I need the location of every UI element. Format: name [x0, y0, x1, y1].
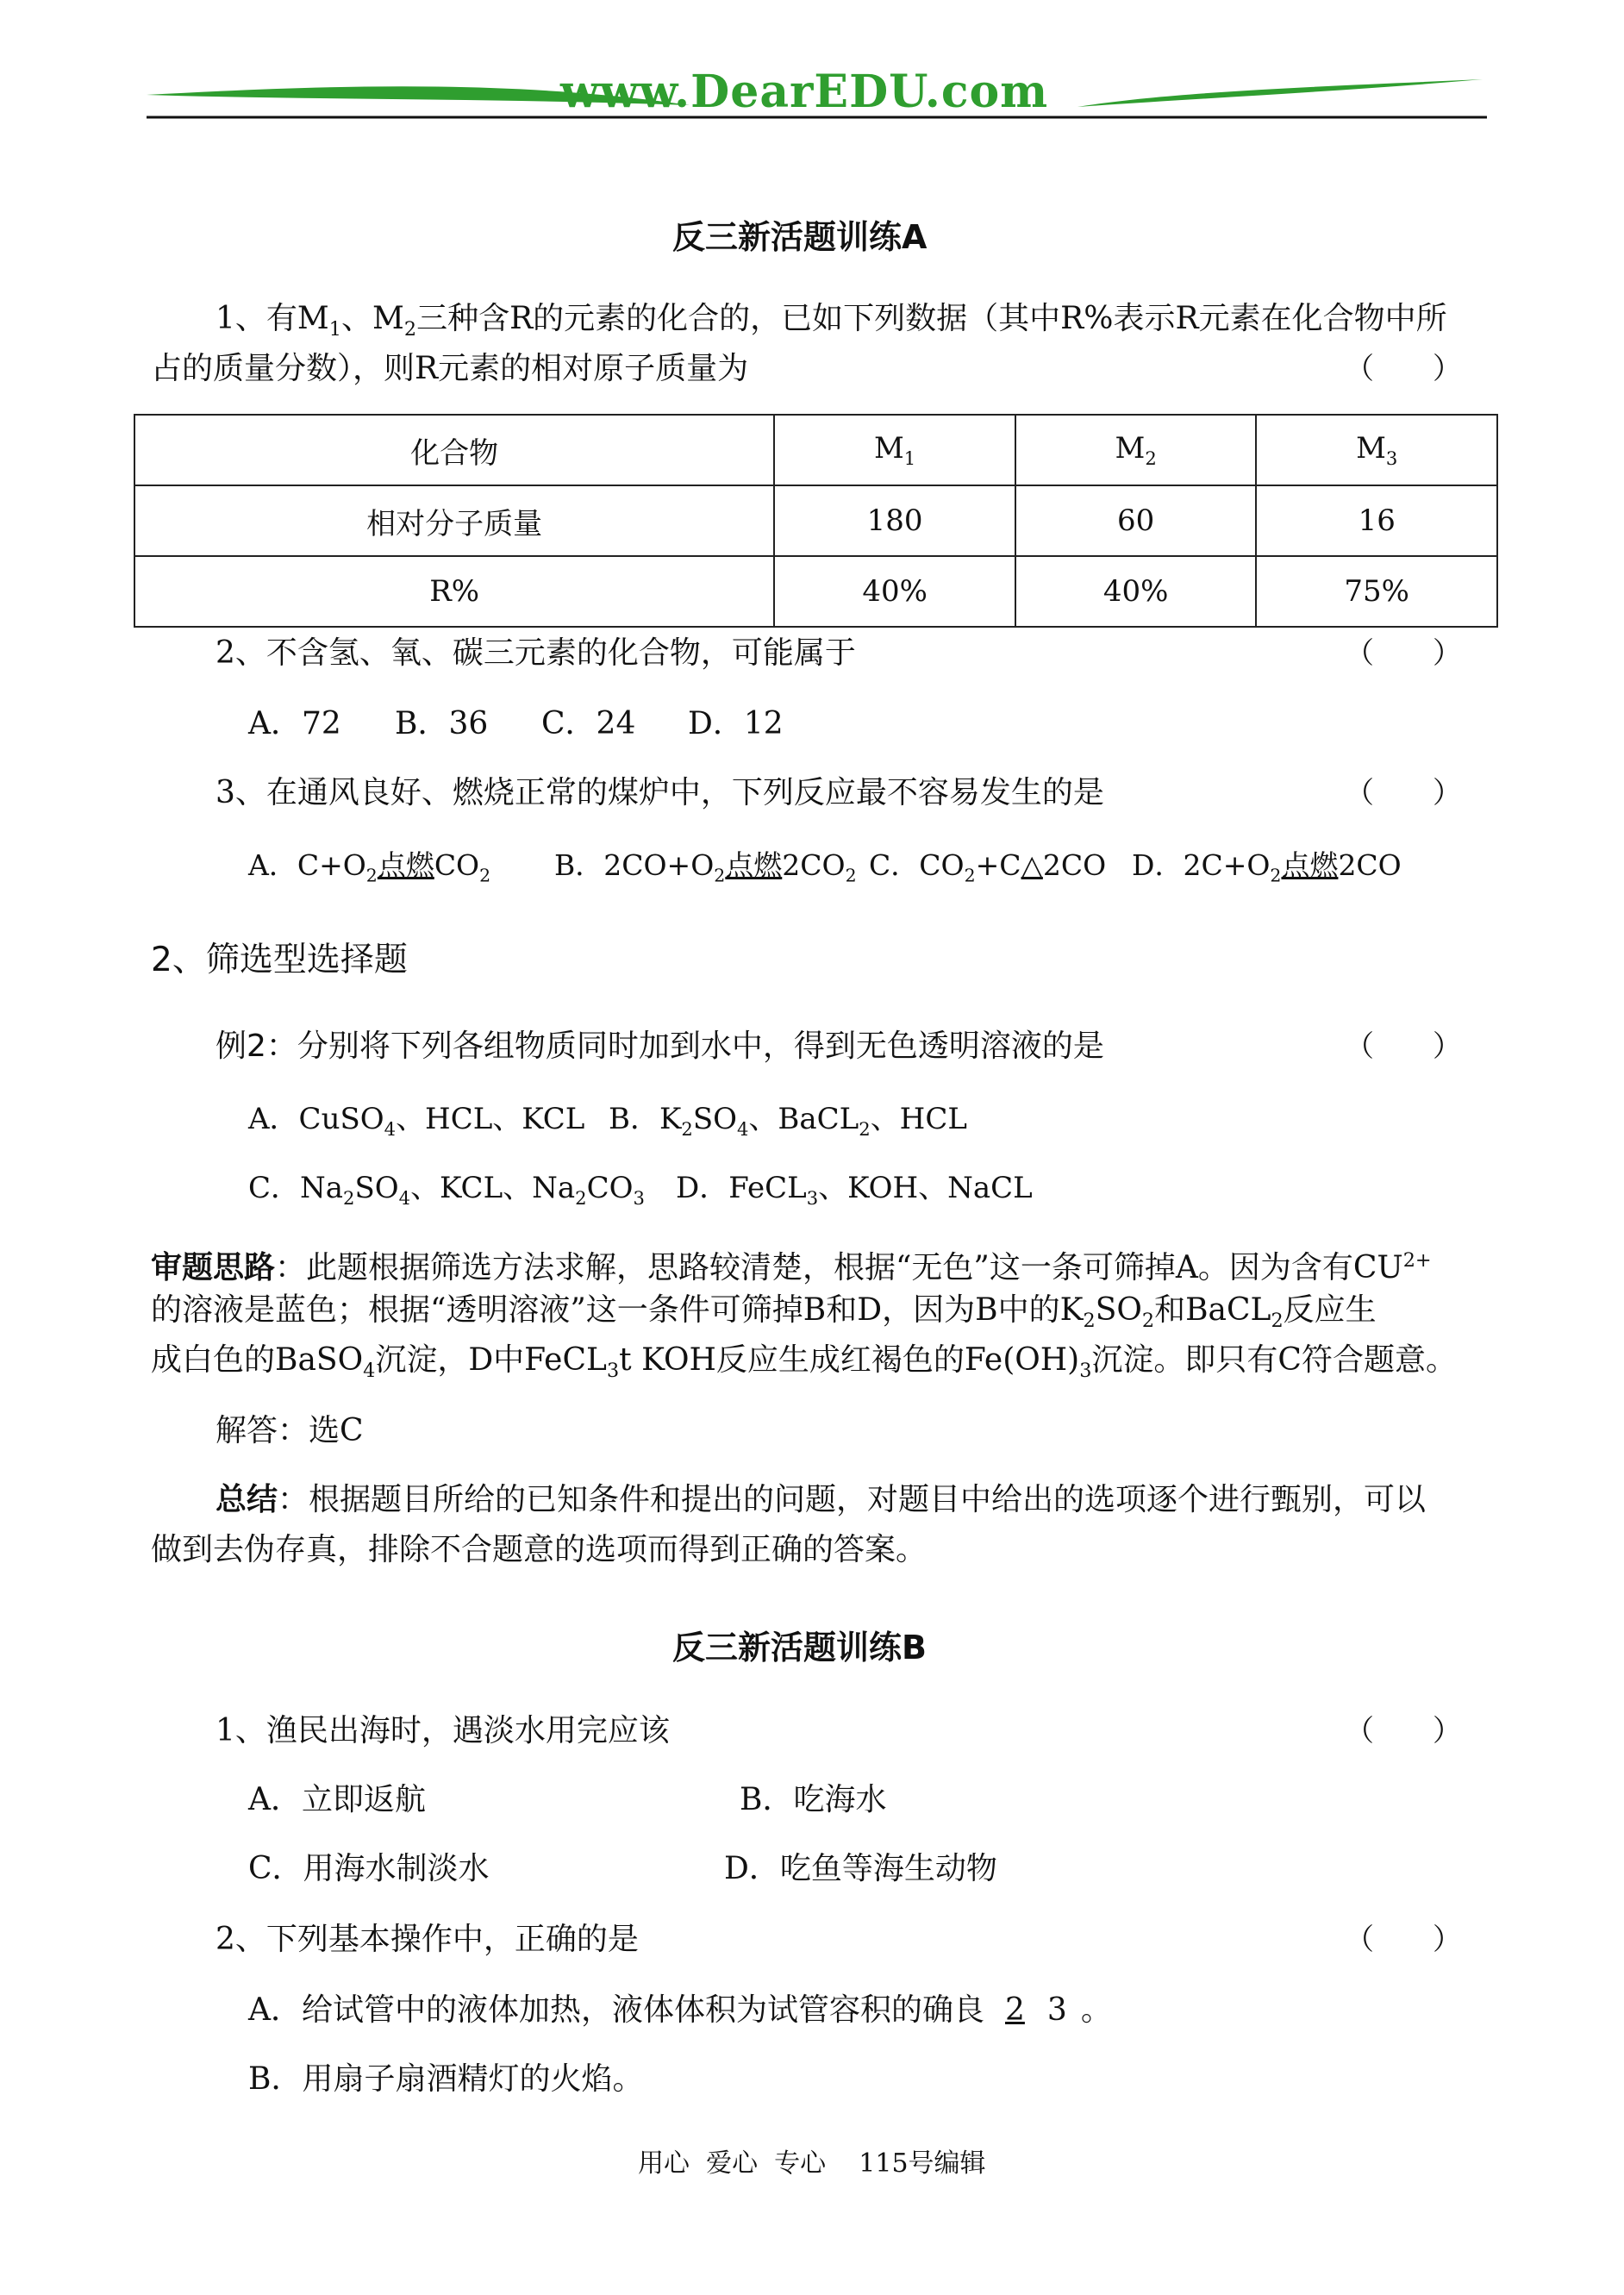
summary-line1: 总结：根据题目所给的已知条件和提出的问题，对题目中给出的选项逐个进行甄别，可以	[215, 1482, 1427, 1517]
section-b-title: 反三新活题训练B	[672, 1629, 927, 1667]
answer-label: 解答	[215, 1413, 278, 1448]
q3-option-d: D．$2C+O_2$点燃2CO	[1132, 848, 1402, 886]
table-cell: $M_3$	[1256, 415, 1497, 485]
b-q2-answer-paren: （ ）	[1345, 1923, 1462, 1957]
q3-option-c: C．$CO_2+C\triangle 2CO$	[869, 848, 1107, 886]
b-q1-option-d: D．吃鱼等海生动物	[724, 1851, 997, 1886]
q1-answer-paren: （ ）	[1345, 352, 1462, 386]
b-q2-option-a: A．给试管中的液体加热，液体体积为试管容积的确良 2 3 。	[248, 1992, 1112, 2028]
q3-options	[248, 847, 1402, 895]
q3-option-b: B．$2CO+O_2$点燃$2CO_2$	[554, 848, 857, 886]
q1-line1: 1、有$M_1$、$M_2$三种含R的元素的化合的，已如下列数据（其中R%表示R元素在化合物中所	[215, 301, 1447, 341]
q2-options	[248, 705, 784, 743]
table-cell: 16	[1256, 485, 1497, 556]
example2-options-row2	[248, 1169, 1033, 1217]
section2-heading: 2、筛选型选择题	[151, 941, 408, 979]
example2-option-a: A．CuSO$_4$、HCL、KCL	[248, 1102, 585, 1140]
summary-label: 总结	[215, 1482, 278, 1517]
q2-answer-paren: （ ）	[1345, 636, 1462, 671]
table-row	[134, 556, 1497, 627]
q1-line2: 占的质量分数），则R元素的相对原子质量为	[151, 351, 749, 386]
table-header-row	[134, 415, 1497, 485]
example2-label: 例2：	[215, 1029, 297, 1064]
example2-line: 例2：分别将下列各组物质同时加到水中，得到无色透明溶液的是	[215, 1029, 1104, 1064]
q2-option-d: D．12	[688, 706, 784, 741]
b-q1-option-b: B．吃海水	[740, 1782, 887, 1817]
q2-option-b: B．36	[395, 706, 489, 741]
table-cell: 60	[1015, 485, 1257, 556]
section-a-title: 反三新活题训练A	[672, 218, 928, 256]
q2-text: 2、不含氢、氧、碳三元素的化合物，可能属于	[215, 635, 856, 671]
table-cell: 40%	[774, 556, 1015, 627]
table-cell: 180	[774, 485, 1015, 556]
b-q1-option-a: A．立即返航	[248, 1782, 426, 1817]
table-cell: 化合物	[134, 415, 774, 485]
logo-text: www.DearEDU.com	[560, 66, 1049, 118]
b-q1-text: 1、渔民出海时，遇淡水用完应该	[215, 1713, 670, 1748]
summary-line2: 做到去伪存真，排除不合题意的选项而得到正确的答案。	[151, 1532, 928, 1567]
q2-option-a: A．72	[248, 706, 341, 741]
table-cell: $M_2$	[1015, 415, 1257, 485]
data-table	[134, 414, 1498, 628]
q3-option-a: A．$C+O_2$点燃$CO_2$	[248, 848, 491, 886]
analysis-line3: 成白色的BaSO$_4$沉淀，D中FeCL$_3$t KOH反应生成红褐色的$Fe(OH)_3$沉淀。即只有C符合题意。	[151, 1342, 1457, 1383]
table-row	[134, 485, 1497, 556]
b-q2-option-b: B．用扇子扇酒精灯的火焰。	[248, 2061, 644, 2097]
q3-answer-paren: （ ）	[1345, 776, 1462, 810]
analysis-label: 审题思路	[151, 1250, 276, 1285]
table-cell: 40%	[1015, 556, 1257, 627]
analysis-line1: 审题思路：此题根据筛选方法求解，思路较清楚，根据“无色”这一条可筛掉A。因为含有$CU^{2+}$	[151, 1249, 1432, 1285]
q3-text: 3、在通风良好、燃烧正常的煤炉中，下列反应最不容易发生的是	[215, 775, 1104, 810]
table-cell: 75%	[1256, 556, 1497, 627]
example2-options-row1	[248, 1100, 967, 1148]
b-q2-text: 2、下列基本操作中，正确的是	[215, 1922, 639, 1957]
q2-option-c: C．24	[541, 706, 636, 741]
analysis-line2: 的溶液是蓝色；根据“透明溶液”这一条件可筛掉B和D，因为B中的$K_2SO_2$和BaCL$_2$反应生	[151, 1292, 1377, 1333]
example2-option-d: D．FeCL$_3$、KOH、NaCL	[676, 1171, 1033, 1209]
example2-answer-paren: （ ）	[1345, 1029, 1462, 1064]
example2-option-c: C．$Na_2SO_4$、KCL、$Na_2CO_3$	[248, 1171, 645, 1209]
table-cell: $M_1$	[774, 415, 1015, 485]
b-q1-answer-paren: （ ）	[1345, 1714, 1462, 1748]
table-cell: R%	[134, 556, 774, 627]
table-cell: 相对分子质量	[134, 485, 774, 556]
answer-line: 解答：选C	[215, 1413, 364, 1448]
header-logo	[138, 60, 1491, 129]
example2-option-b: B．$K_2SO_4$、BaCL$_2$、HCL	[609, 1102, 967, 1140]
page-footer: 用心 爱心 专心 115号编辑	[638, 2148, 986, 2179]
b-q1-option-c: C．用海水制淡水	[248, 1851, 490, 1886]
